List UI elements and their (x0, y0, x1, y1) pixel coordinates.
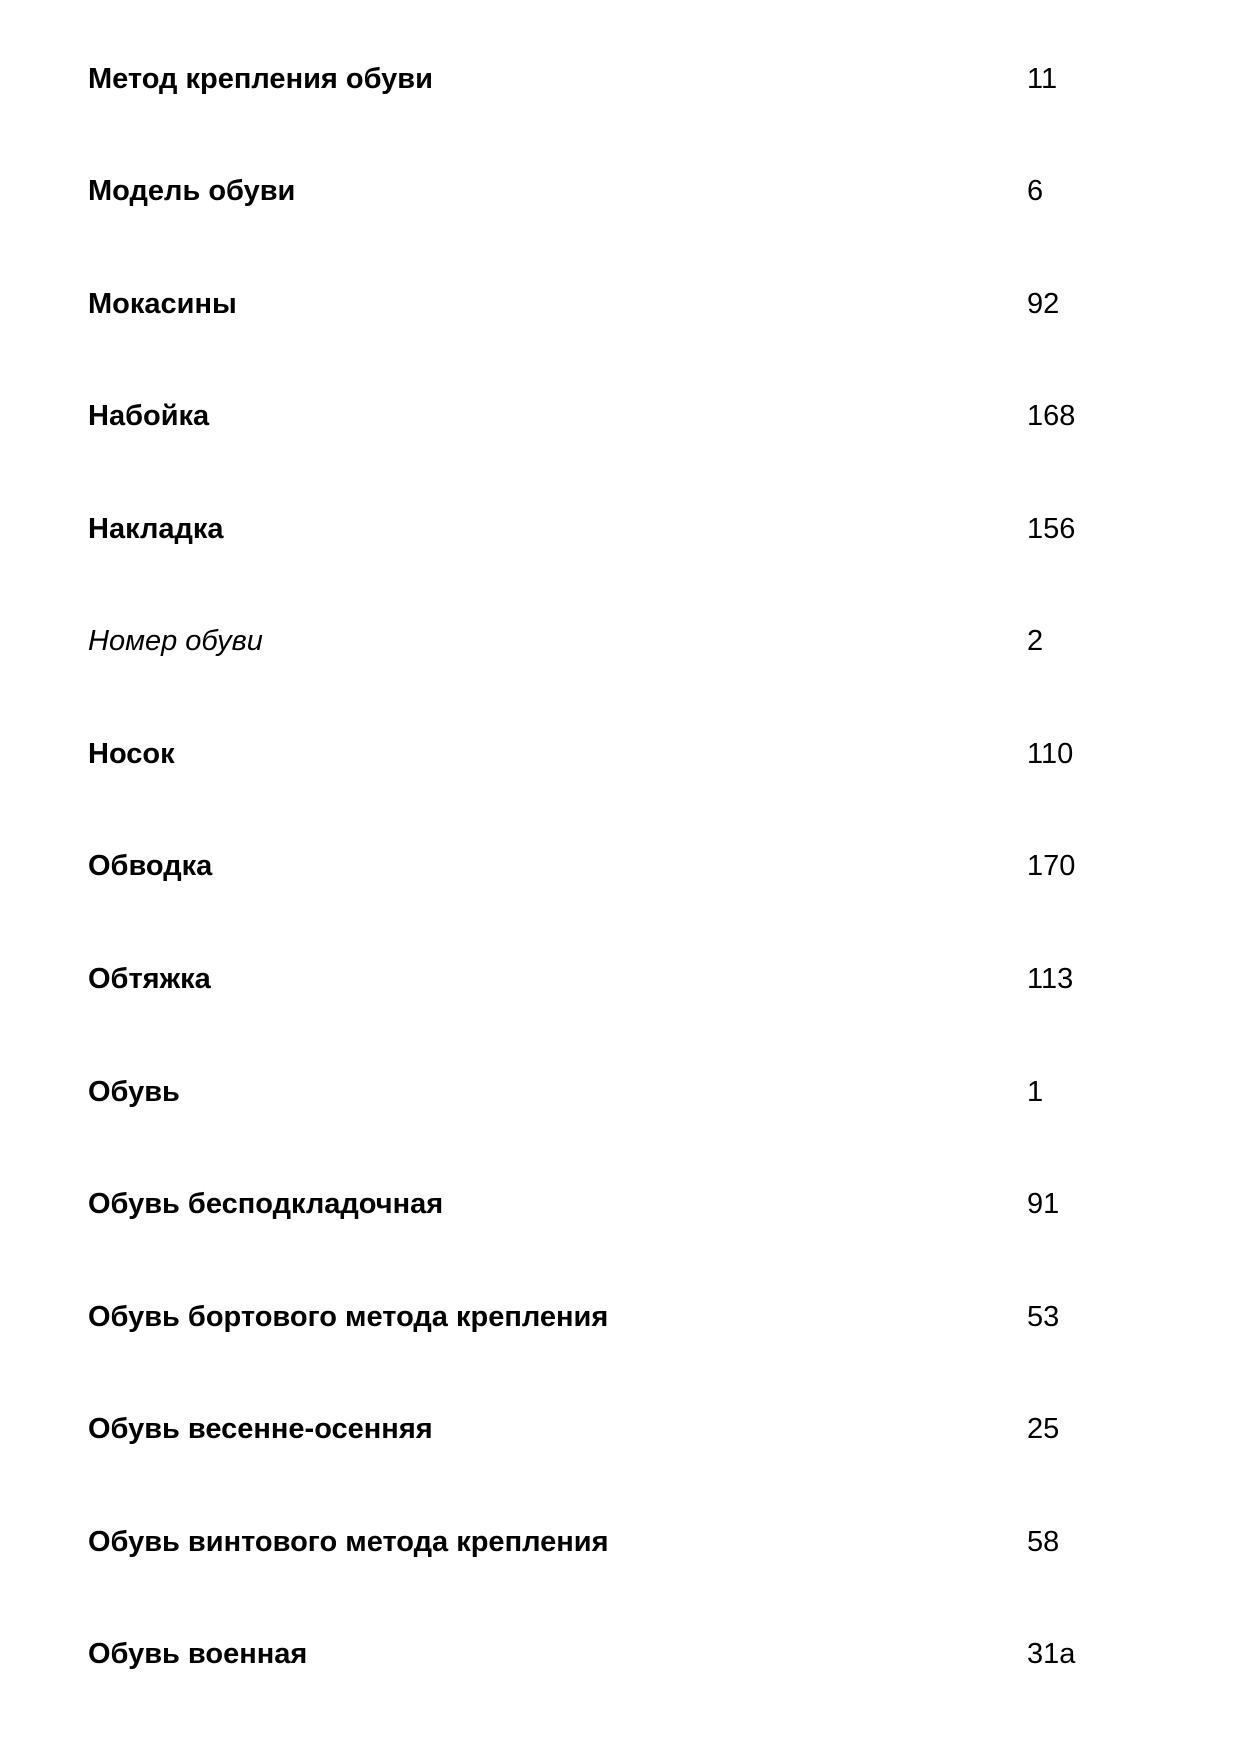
index-number: 170 (1027, 850, 1076, 882)
index-entry (0, 274, 1240, 334)
index-entry (0, 1174, 1240, 1234)
index-term: Обводка (88, 850, 213, 882)
index-term: Обувь (88, 1076, 180, 1108)
index-entry (0, 386, 1240, 446)
index-number: 91 (1027, 1188, 1060, 1220)
index-number: 113 (1027, 963, 1074, 995)
index-term: Носок (88, 738, 175, 770)
index-entry (0, 499, 1240, 559)
index-entry (0, 1287, 1240, 1347)
index-entry (0, 1624, 1240, 1684)
index-entry (0, 1512, 1240, 1572)
index-term: Модель обуви (88, 175, 296, 207)
index-number: 1 (1027, 1076, 1044, 1108)
index-entry (0, 836, 1240, 896)
index-term: Мокасины (88, 288, 237, 320)
index-entry (0, 1062, 1240, 1122)
index-entry (0, 724, 1240, 784)
index-number: 156 (1027, 513, 1076, 545)
index-term: Обувь бортового метода крепления (88, 1301, 609, 1333)
index-entry (0, 949, 1240, 1009)
index-term: Обтяжка (88, 963, 211, 995)
index-number: 6 (1027, 175, 1044, 207)
index-number: 110 (1027, 738, 1074, 770)
index-term: Номер обуви (88, 625, 263, 657)
index-entry (0, 161, 1240, 221)
index-entry (0, 611, 1240, 671)
index-number: 25 (1027, 1413, 1060, 1445)
index-number: 53 (1027, 1301, 1060, 1333)
index-term: Обувь винтового метода крепления (88, 1526, 609, 1558)
index-number: 168 (1027, 400, 1076, 432)
index-entry (0, 1399, 1240, 1459)
index-number: 11 (1027, 63, 1058, 95)
index-term: Набойка (88, 400, 210, 432)
index-number: 58 (1027, 1526, 1060, 1558)
index-term: Обувь военная (88, 1638, 308, 1670)
index-term: Обувь бесподкладочная (88, 1188, 444, 1220)
index-term: Накладка (88, 513, 224, 545)
index-term: Метод крепления обуви (88, 63, 433, 95)
index-entry (0, 49, 1240, 109)
index-number: 31а (1027, 1638, 1076, 1670)
index-term: Обувь весенне-осенняя (88, 1413, 433, 1445)
index-number: 92 (1027, 288, 1060, 320)
index-number: 2 (1027, 625, 1044, 657)
